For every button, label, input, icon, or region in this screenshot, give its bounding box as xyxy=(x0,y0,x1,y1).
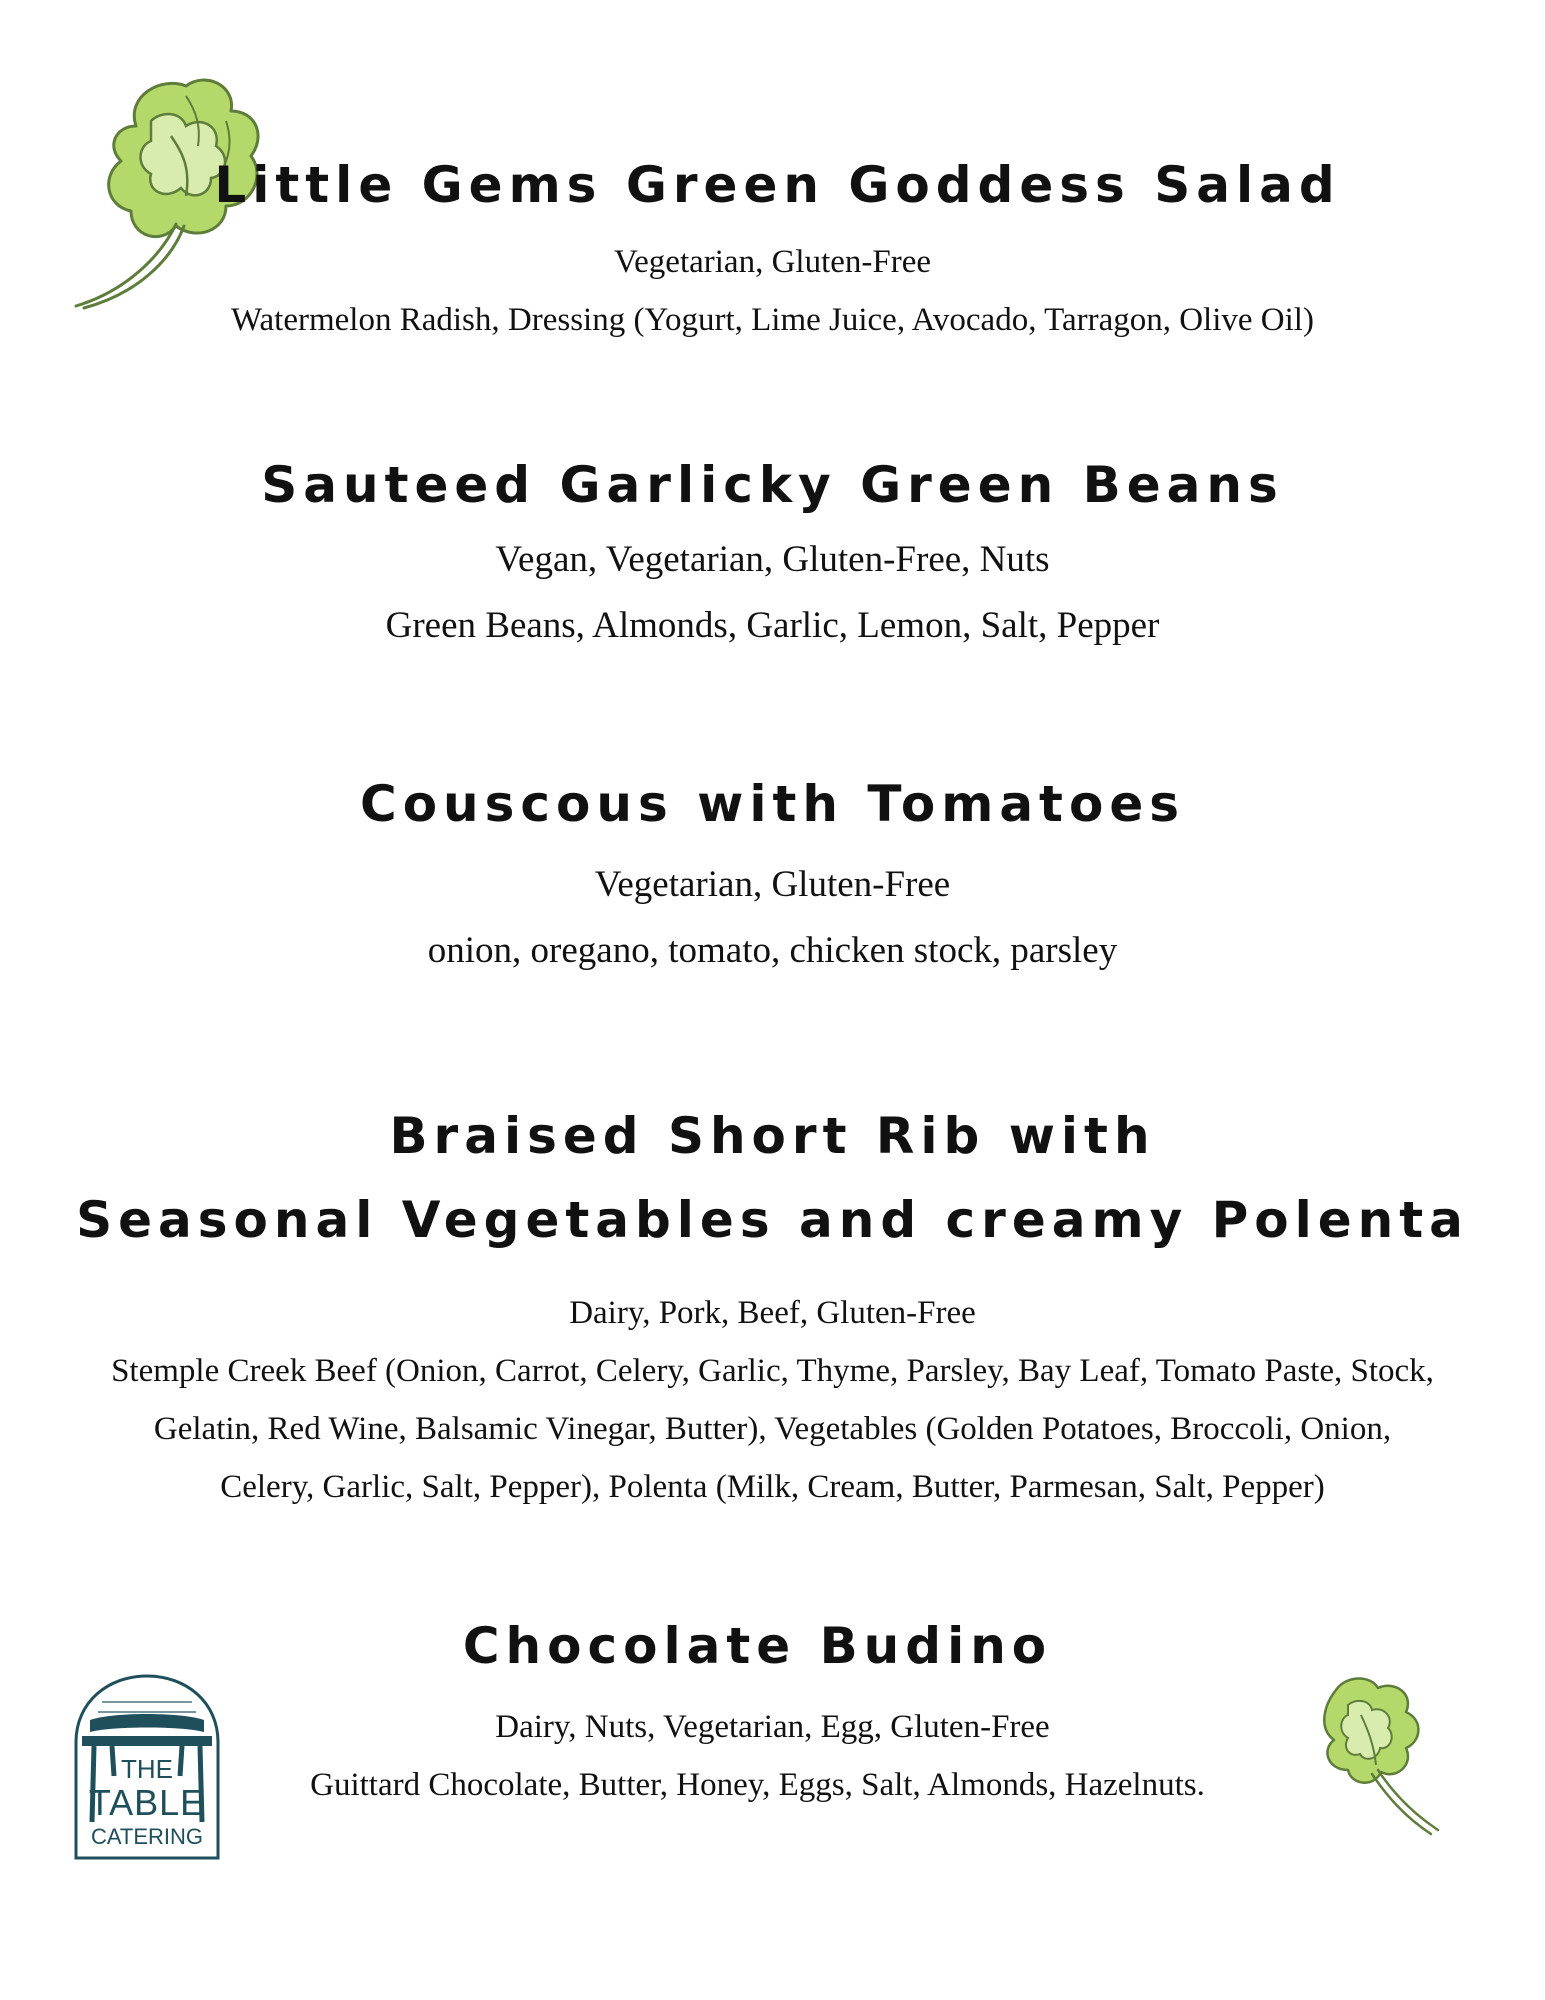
dish-title: Sauteed Garlicky Green Beans xyxy=(261,456,1284,514)
dish-ingredients: Guittard Chocolate, Butter, Honey, Eggs, Salt, Almonds, Hazelnuts. xyxy=(310,1767,1205,1803)
dish-dietary-tags: Dairy, Pork, Beef, Gluten-Free xyxy=(569,1295,976,1331)
dish-ingredients-line-1: Stemple Creek Beef (Onion, Carrot, Celery, Garlic, Thyme, Parsley, Bay Leaf, Tomato Paste, Stock, xyxy=(111,1353,1434,1389)
the-table-catering-logo xyxy=(72,1672,222,1862)
lettuce-stem xyxy=(1372,1770,1438,1834)
dish-title-line-2: Seasonal Vegetables and creamy Polenta xyxy=(76,1191,1469,1249)
logo-text-table: TABLE xyxy=(88,1782,206,1823)
dish-title: Couscous with Tomatoes xyxy=(360,775,1185,833)
dish-title: Little Gems Green Goddess Salad xyxy=(214,156,1341,214)
dish-short-rib xyxy=(0,1094,1545,1516)
dish-title-line-1: Braised Short Rib with xyxy=(389,1107,1156,1165)
dish-ingredients: Watermelon Radish, Dressing (Yogurt, Lime Juice, Avocado, Tarragon, Olive Oil) xyxy=(231,302,1314,338)
dish-dietary-tags: Vegan, Vegetarian, Gluten-Free, Nuts xyxy=(495,539,1050,580)
dish-title: Chocolate Budino xyxy=(462,1617,1053,1675)
logo-text-catering: CATERING xyxy=(90,1824,204,1849)
dish-green-beans xyxy=(0,443,1545,659)
lettuce-leaf-icon-bottom-right xyxy=(1306,1670,1446,1836)
dish-ingredients: onion, oregano, tomato, chicken stock, parsley xyxy=(427,930,1118,971)
logo-text-the: THE xyxy=(121,1754,173,1784)
dish-ingredients-line-2: Gelatin, Red Wine, Balsamic Vinegar, Butter), Vegetables (Golden Potatoes, Broccoli, Onion, xyxy=(153,1411,1392,1447)
dish-ingredients-line-3: Celery, Garlic, Salt, Pepper), Polenta (Milk, Cream, Butter, Parmesan, Salt, Pepper) xyxy=(220,1469,1325,1505)
lettuce-leaves xyxy=(1324,1678,1418,1782)
dish-ingredients: Green Beans, Almonds, Garlic, Lemon, Salt, Pepper xyxy=(385,605,1160,646)
dish-dietary-tags: Vegetarian, Gluten-Free xyxy=(594,864,951,905)
dish-salad xyxy=(0,143,1545,349)
dish-dietary-tags: Dairy, Nuts, Vegetarian, Egg, Gluten-Free xyxy=(495,1709,1050,1745)
dish-dietary-tags: Vegetarian, Gluten-Free xyxy=(613,244,932,280)
dish-couscous xyxy=(0,762,1545,984)
